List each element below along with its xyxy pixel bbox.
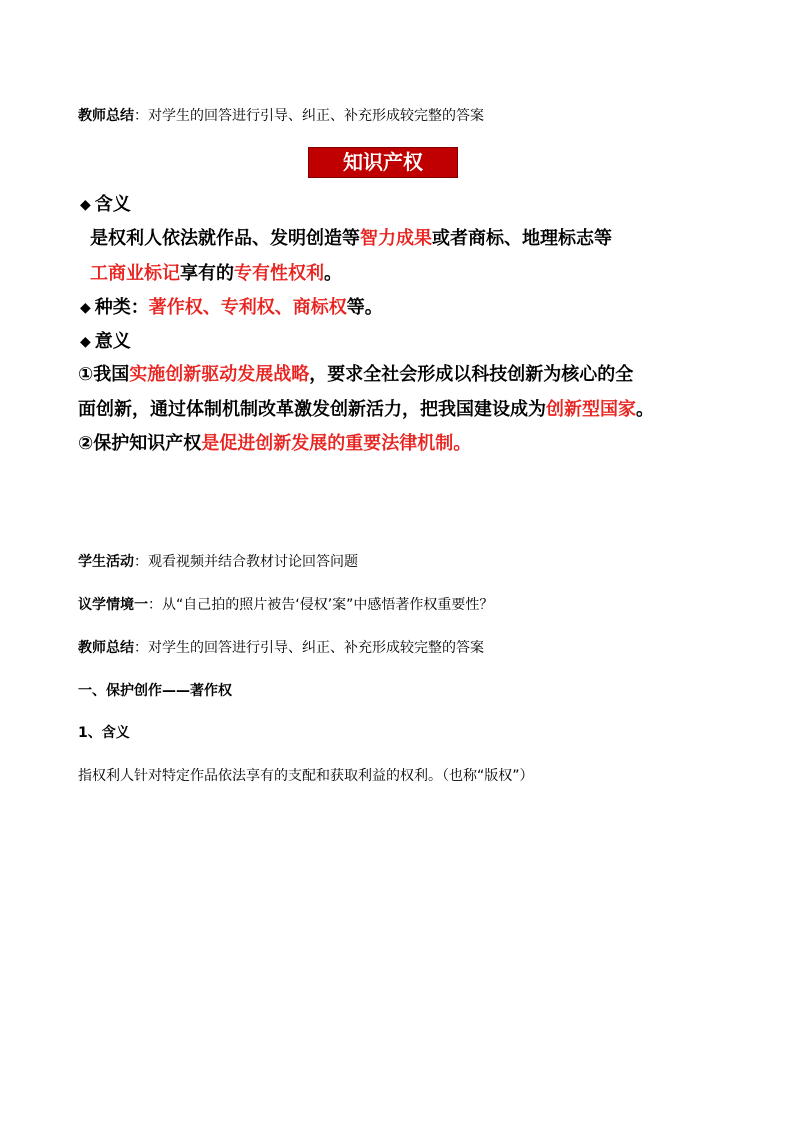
meaning-line-1-part: 是权利人依法就作品、发明创造等	[90, 228, 360, 249]
meaning-heading-text: 含义	[94, 194, 131, 215]
scenario-label: 议学情境一	[78, 597, 148, 613]
meaning-line-1-highlight: 智力成果	[360, 228, 432, 249]
significance-line-3	[78, 432, 471, 456]
significance-line-1-part: ，要求全社会形成以科技创新为核心的全	[309, 364, 634, 385]
significance-line-2-part: 面创新，通过体制机制改革激发创新活力，把我国建设成为	[78, 399, 546, 420]
significance-line-1-part: ①我国	[78, 364, 130, 385]
significance-line-1	[78, 363, 633, 387]
significance-line-3-highlight: 是促进创新发展的重要法律机制。	[201, 433, 472, 454]
diamond-bullet-icon: ◆	[80, 334, 91, 350]
slide-banner-title: 知识产权	[308, 147, 458, 178]
significance-line-2-part: 。	[636, 399, 654, 420]
meaning-line-1	[90, 227, 612, 251]
types-highlight: 著作权、专利权、商标权	[148, 297, 347, 318]
types-suffix: 等。	[346, 297, 383, 318]
types-line	[80, 296, 383, 320]
teacher-summary-label: 教师总结	[78, 640, 134, 656]
scenario-line	[78, 596, 493, 614]
teacher-summary-colon: ：	[134, 108, 148, 124]
scenario-text: ：从“自己拍的照片被告‘侵权’案”中感悟著作权重要性？	[148, 597, 494, 613]
teacher-summary-text: 对学生的回答进行引导、纠正、补充形成较完整的答案	[148, 108, 484, 124]
meaning-line-1-part: 或者商标、地理标志等	[432, 228, 612, 249]
significance-line-1-highlight: 实施创新驱动发展战略	[129, 364, 310, 385]
meaning-line-2	[90, 262, 342, 286]
teacher-summary-label: 教师总结	[78, 108, 134, 124]
meaning-heading	[80, 193, 131, 217]
types-label: 种类：	[94, 297, 149, 318]
meaning-line-2-part: 。	[324, 263, 342, 284]
meaning-line-2-highlight: 专有性权利	[234, 263, 324, 284]
definition-text: 指权利人针对特定作品依法享有的支配和获取利益的权利。（也称“版权”）	[78, 768, 534, 784]
teacher-summary-text: 对学生的回答进行引导、纠正、补充形成较完整的答案	[148, 640, 484, 656]
diamond-bullet-icon: ◆	[80, 300, 91, 316]
section-heading: 一、保护创作——著作权	[78, 683, 232, 699]
meaning-line-2-part: 享有的	[180, 263, 234, 284]
student-activity-colon: ：	[134, 554, 148, 570]
student-activity-text: 观看视频并结合教材讨论回答问题	[148, 554, 358, 570]
significance-line-3-part: ②保护知识产权	[78, 433, 202, 454]
teacher-summary-top	[78, 107, 484, 125]
teacher-summary-colon: ：	[134, 640, 148, 656]
significance-heading	[80, 330, 131, 354]
student-activity-label: 学生活动	[78, 554, 134, 570]
significance-line-2-highlight: 创新型国家	[546, 399, 636, 420]
significance-line-2	[78, 398, 654, 422]
significance-heading-text: 意义	[94, 331, 131, 352]
student-activity	[78, 553, 358, 571]
meaning-line-2-highlight: 工商业标记	[90, 263, 180, 284]
teacher-summary-bottom	[78, 639, 484, 657]
subsection-heading: 1、含义	[78, 725, 130, 741]
diamond-bullet-icon: ◆	[80, 197, 91, 213]
